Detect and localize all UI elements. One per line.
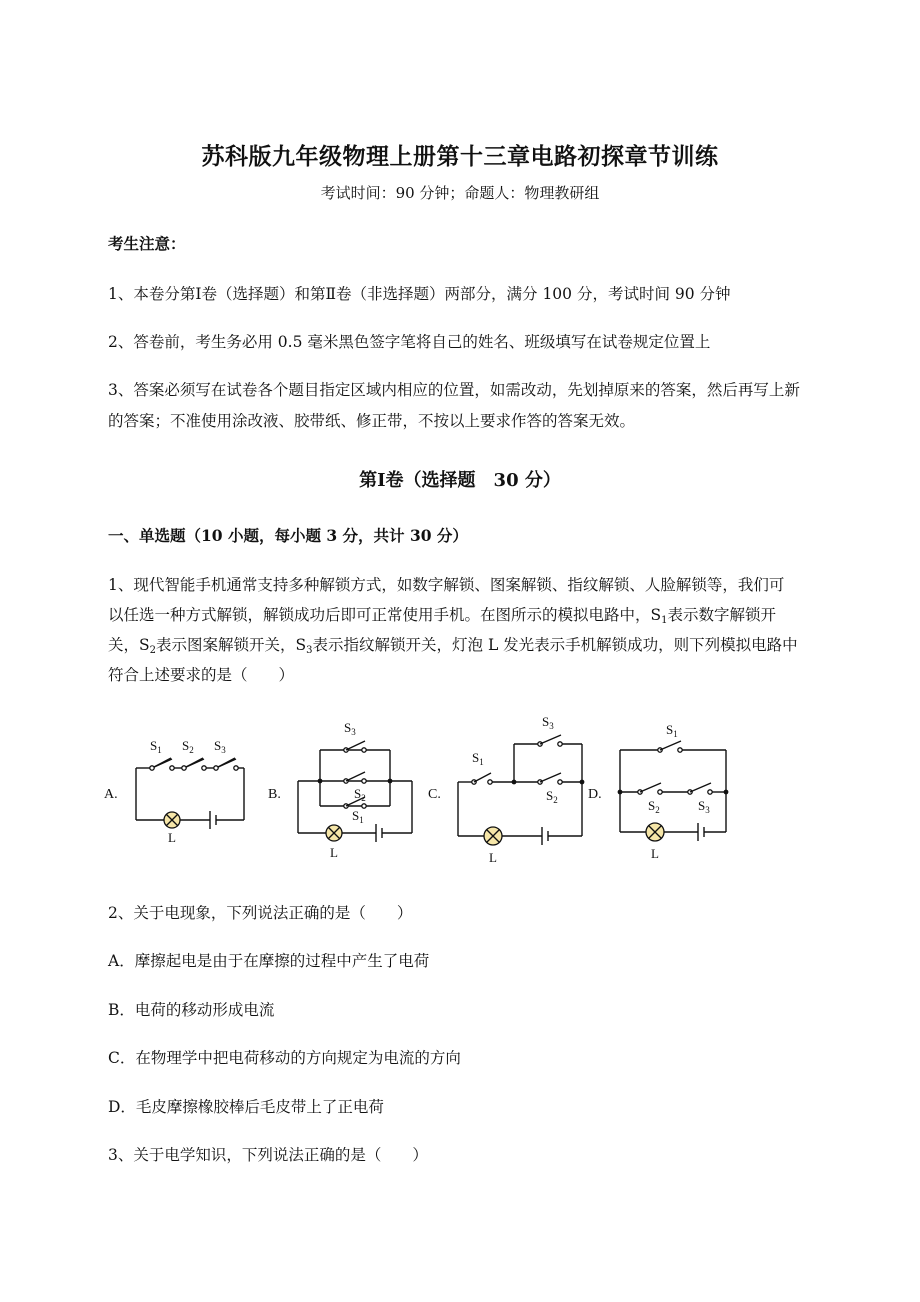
section-title: 第Ⅰ卷（选择题 30 分） xyxy=(359,470,561,491)
notice-item-1: 1、本卷分第Ⅰ卷（选择题）和第Ⅱ卷（非选择题）两部分，满分 100 分，考试时间 90 分钟 xyxy=(108,285,731,303)
q1-line-4: 符合上述要求的是（ ） xyxy=(108,666,295,684)
option-b-label: B. xyxy=(268,787,281,802)
part-heading: 一、单选题（10 小题，每小题 3 分，共计 30 分） xyxy=(108,526,468,545)
s2-symbol: $S_2$ xyxy=(139,636,157,656)
notice-heading: 考生注意： xyxy=(108,234,186,253)
s3-symbol: $S_3$ xyxy=(295,636,313,656)
switch-a-s2 xyxy=(184,758,203,768)
s1-symbol: $S_1$ xyxy=(650,606,668,626)
notice-item-3: 3、答案必须写在试卷各个题目指定区域内相应的位置，如需改动，先划掉原来的答案，然后再写上新 xyxy=(108,381,800,399)
lamp-c-icon xyxy=(484,827,502,845)
q2-stem: 2、关于电现象，下列说法正确的是（ ） xyxy=(108,904,413,922)
label-c-s1: $S_1$ xyxy=(472,750,484,767)
label-b-s3: $S_3$ xyxy=(344,720,356,737)
lamp-d-icon xyxy=(646,823,664,841)
lamp-a-icon xyxy=(164,812,180,828)
circuit-d xyxy=(620,750,726,841)
lamp-b-icon xyxy=(326,825,342,841)
label-c-s2: $S_2$ xyxy=(546,788,558,805)
q1-line-2-tail: 表示数字解锁开 xyxy=(667,606,777,624)
label-a-s3: $S_3$ xyxy=(214,738,226,755)
page-title: 苏科版九年级物理上册第十三章电路初探章节训练 xyxy=(201,143,719,170)
label-b-s1: $S_1$ xyxy=(352,808,364,825)
q2-option-a: A．摩擦起电是由于在摩擦的过程中产生了电荷 xyxy=(108,952,430,970)
label-d-s2: $S_2$ xyxy=(648,798,660,815)
switch-a-s1 xyxy=(152,758,171,768)
q2-option-c: C．在物理学中把电荷移动的方向规定为电流的方向 xyxy=(108,1049,461,1067)
option-a-label: A. xyxy=(104,787,118,802)
option-c-label: C. xyxy=(428,787,441,802)
option-d-label: D. xyxy=(588,787,602,802)
notice-item-3-cont: 的答案；不准使用涂改液、胶带纸、修正带，不按以上要求作答的答案无效。 xyxy=(108,412,636,430)
exam-info: 考试时间：90 分钟；命题人：物理教研组 xyxy=(320,184,600,202)
circuit-diagrams xyxy=(100,706,740,876)
label-c-lamp: L xyxy=(489,850,497,865)
q1-line-3: 关，$S_2$表示图案解锁开关，$S_3$表示指纹解锁开关，灯泡 L 发光表示手机解锁成功，则下列模拟电路中 xyxy=(108,636,798,656)
q3-stem: 3、关于电学知识，下列说法正确的是（ ） xyxy=(108,1146,428,1164)
label-b-lamp: L xyxy=(330,845,338,860)
label-a-lamp: L xyxy=(168,830,176,845)
q1-line-2 xyxy=(108,603,776,625)
q1-line-1: 1、现代智能手机通常支持多种解锁方式，如数字解锁、图案解锁、指纹解锁、人脸解锁等，我们可 xyxy=(108,576,785,594)
label-c-s3: $S_3$ xyxy=(542,714,554,731)
label-d-lamp: L xyxy=(651,846,659,861)
q2-option-d: D．毛皮摩擦橡胶棒后毛皮带上了正电荷 xyxy=(108,1098,384,1116)
notice-item-2: 2、答卷前，考生务必用 0.5 毫米黑色签字笔将自己的姓名、班级填写在试卷规定位置上 xyxy=(108,333,711,351)
switch-a-s3 xyxy=(216,758,235,768)
label-b-s2: $S_2$ xyxy=(354,786,366,803)
label-d-s3: $S_3$ xyxy=(698,798,710,815)
q2-option-b: B．电荷的移动形成电流 xyxy=(108,1001,275,1019)
label-a-s2: $S_2$ xyxy=(182,738,194,755)
label-a-s1: $S_1$ xyxy=(150,738,162,755)
label-d-s1: $S_1$ xyxy=(666,722,678,739)
q1-line-2-text: 以任选一种方式解锁，解锁成功后即可正常使用手机。在图所示的模拟电路中， xyxy=(108,606,651,624)
